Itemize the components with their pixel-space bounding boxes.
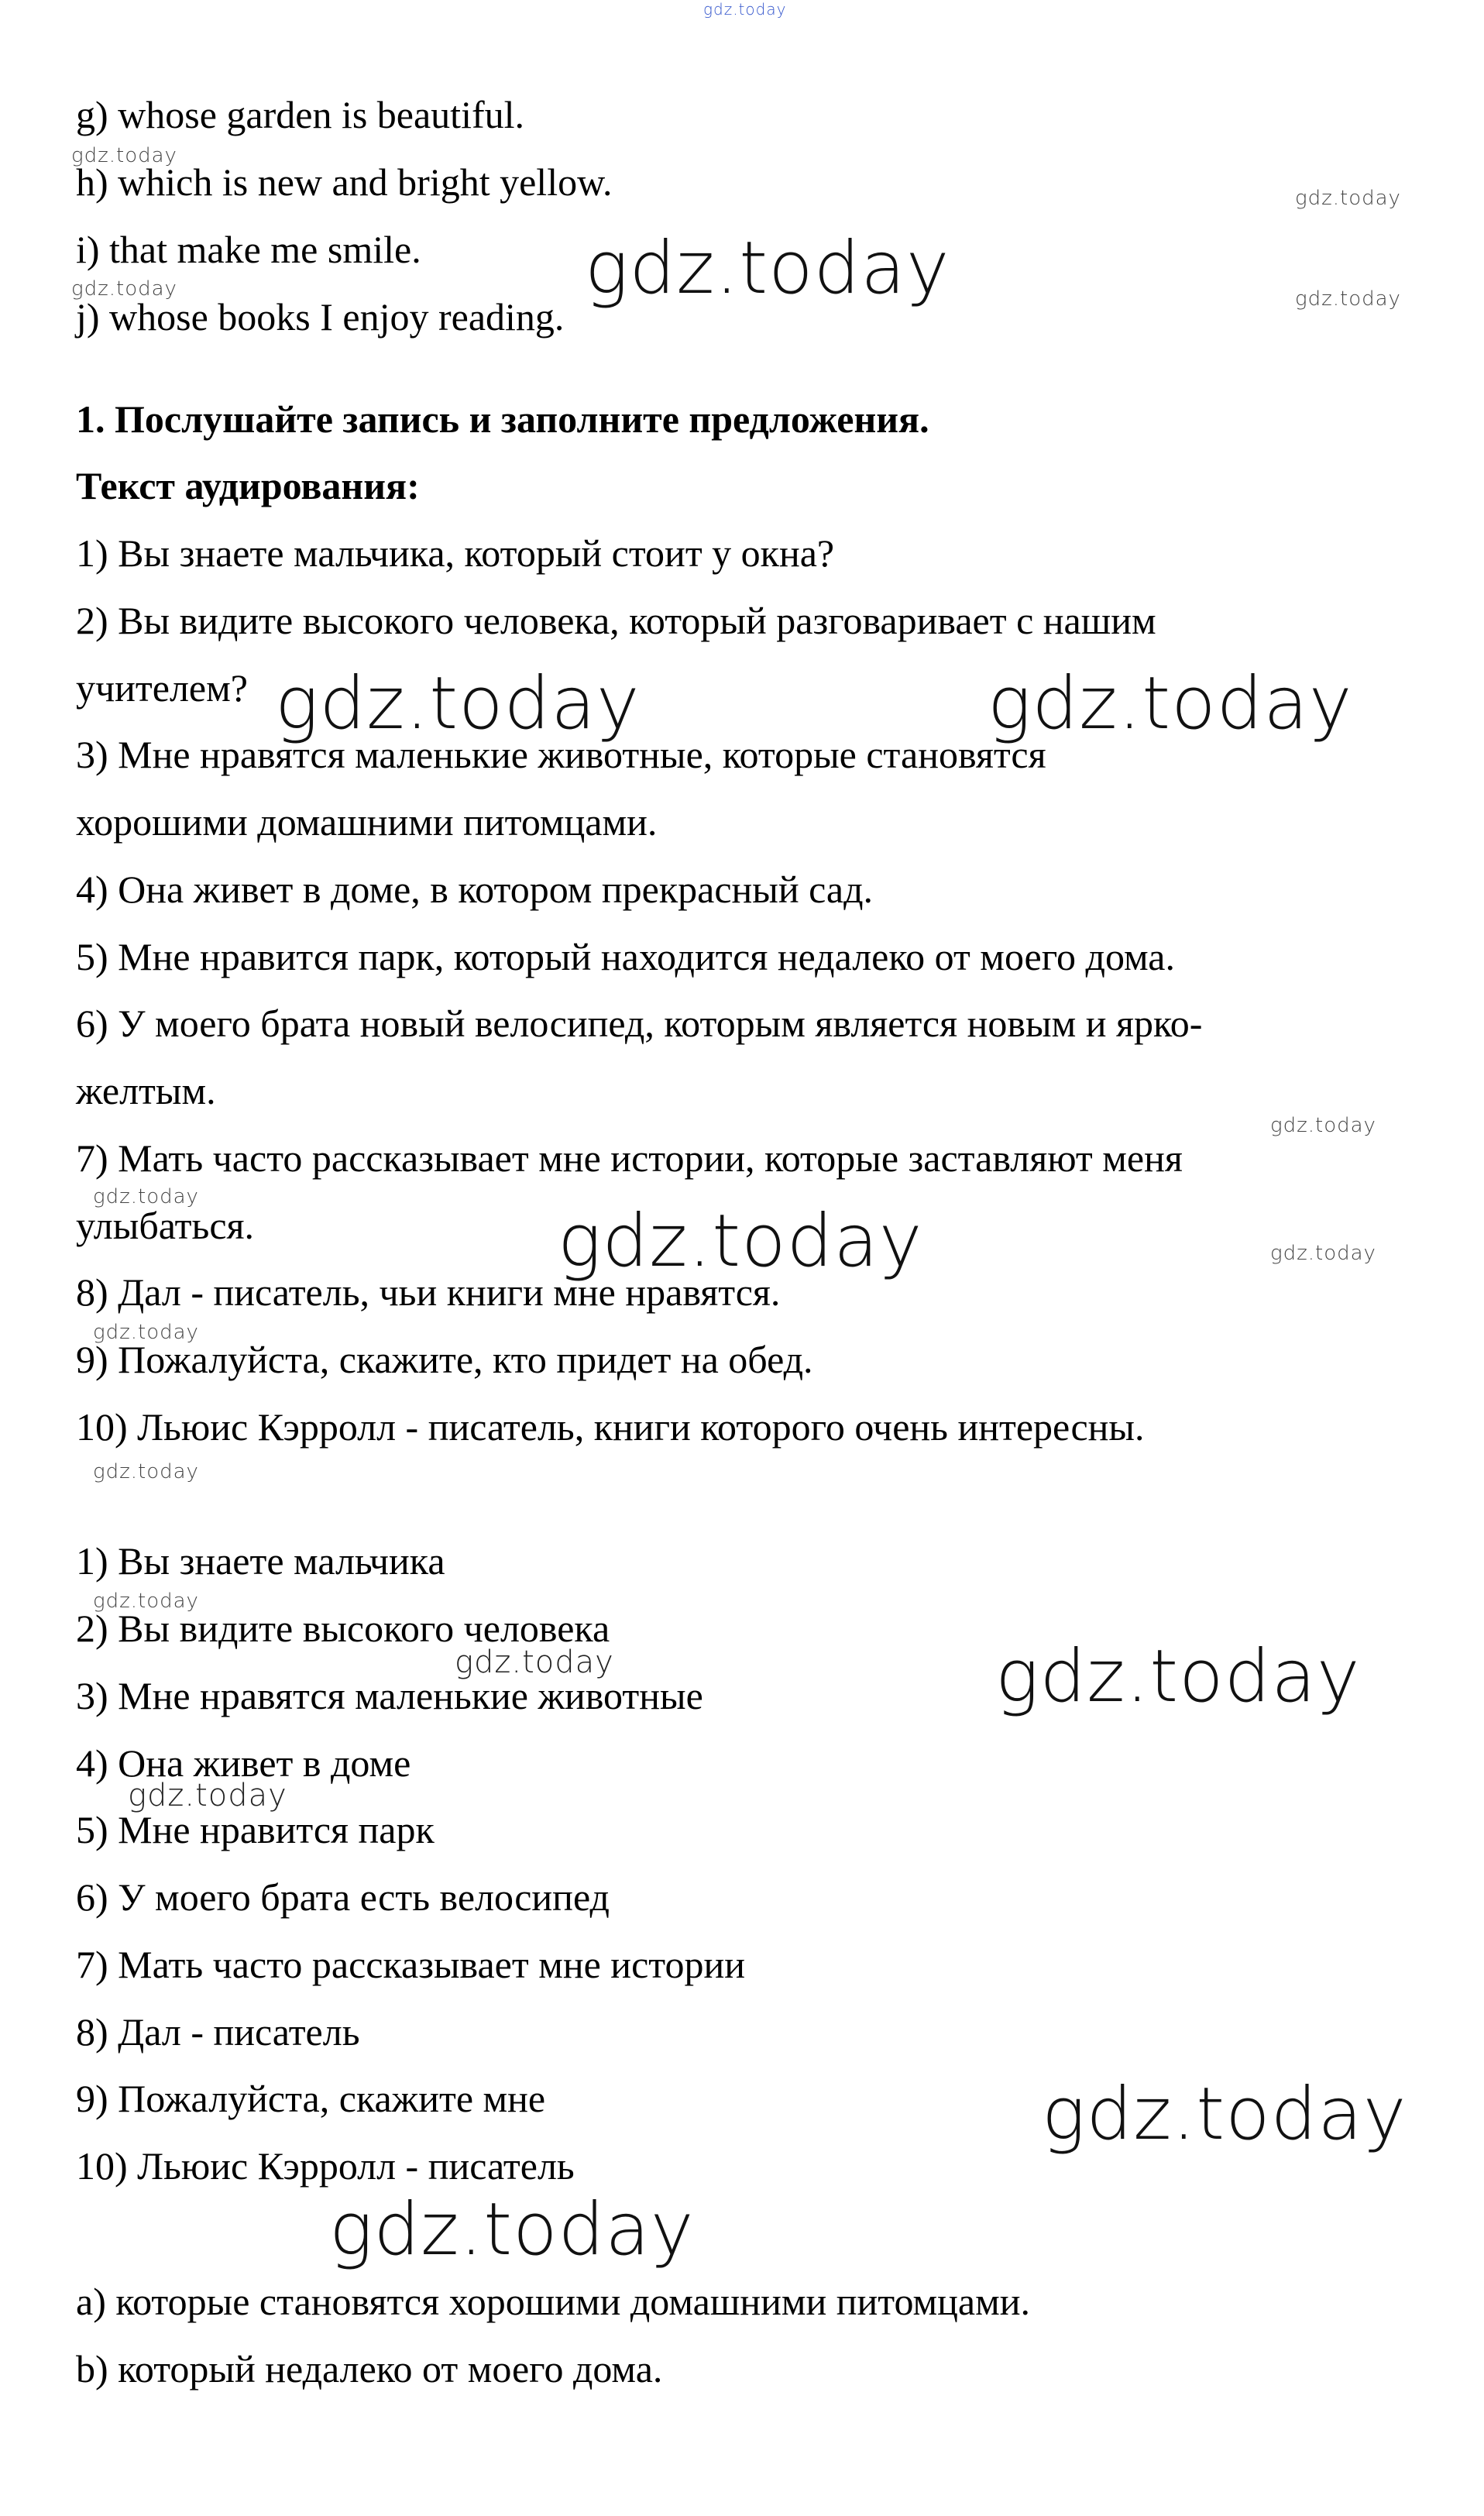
watermark: gdz.today bbox=[995, 1634, 1361, 1719]
watermark: gdz.today bbox=[71, 144, 177, 167]
sentence-start: 5) Мне нравится парк bbox=[76, 1808, 435, 1851]
watermark: gdz.today bbox=[1295, 287, 1401, 311]
transcript-line: 8) Дал - писатель, чьи книги мне нравятся. bbox=[76, 1270, 781, 1314]
transcript-line: 7) Мать часто рассказывает мне истории, которые заставляют меня bbox=[76, 1136, 1183, 1180]
task-title: 1. Послушайте запись и заполните предложения. bbox=[76, 397, 929, 441]
watermark: gdz.today bbox=[1042, 2072, 1407, 2157]
transcript-line: 5) Мне нравится парк, который находится недалеко от моего дома. bbox=[76, 935, 1175, 978]
sentence-start: 9) Пожалуйста, скажите мне bbox=[76, 2077, 546, 2120]
watermark: gdz.today bbox=[703, 0, 787, 19]
transcript-line: 1) Вы знаете мальчика, который стоит у окна? bbox=[76, 531, 835, 575]
sentence-start: 2) Вы видите высокого человека bbox=[76, 1607, 610, 1650]
watermark: gdz.today bbox=[93, 1185, 199, 1208]
sentence-start: 8) Дал - писатель bbox=[76, 2010, 360, 2054]
transcript-line: 3) Мне нравятся маленькие животные, которые становятся bbox=[76, 733, 1046, 776]
transcript-line: 2) Вы видите высокого человека, который разговаривает с нашим bbox=[76, 599, 1156, 642]
sentence-start: 6) У моего брата есть велосипед bbox=[76, 1875, 610, 1919]
watermark: gdz.today bbox=[275, 662, 641, 746]
ending-line: a) которые становятся хорошими домашними питомцами. bbox=[76, 2280, 1031, 2323]
sentence-start: 7) Мать часто рассказывает мне истории bbox=[76, 1943, 745, 1986]
watermark: gdz.today bbox=[558, 1199, 923, 1284]
watermark: gdz.today bbox=[1295, 187, 1401, 210]
transcript-line: 4) Она живет в доме, в котором прекрасный сад. bbox=[76, 868, 874, 911]
watermark: gdz.today bbox=[455, 1645, 614, 1680]
transcript-line: улыбаться. bbox=[76, 1204, 255, 1247]
transcript-line: хорошими домашними питомцами. bbox=[76, 800, 658, 844]
watermark: gdz.today bbox=[585, 226, 950, 311]
transcript-line: учителем? bbox=[76, 666, 248, 710]
transcript-line: 6) У моего брата новый велосипед, которым является новым и ярко- bbox=[76, 1002, 1203, 1045]
transcript-line: 10) Льюис Кэрролл - писатель, книги которого очень интересны. bbox=[76, 1405, 1145, 1449]
watermark: gdz.today bbox=[93, 1321, 199, 1344]
sentence-start: 1) Вы знаете мальчика bbox=[76, 1539, 445, 1583]
watermark: gdz.today bbox=[128, 1778, 287, 1813]
watermark: gdz.today bbox=[1270, 1114, 1376, 1137]
watermark: gdz.today bbox=[329, 2188, 695, 2272]
answer-line: j) whose books I enjoy reading. bbox=[76, 295, 565, 339]
watermark: gdz.today bbox=[93, 1590, 199, 1613]
transcript-line: 9) Пожалуйста, скажите, кто придет на обед. bbox=[76, 1338, 813, 1381]
sentence-start: 3) Мне нравятся маленькие животные bbox=[76, 1674, 703, 1717]
transcript-line: желтым. bbox=[76, 1069, 216, 1112]
task-subtitle: Текст аудирования: bbox=[76, 464, 420, 507]
watermark: gdz.today bbox=[93, 1460, 199, 1483]
sentence-start: 4) Она живет в доме bbox=[76, 1741, 411, 1785]
sentence-start: 10) Льюис Кэрролл - писатель bbox=[76, 2144, 575, 2188]
answer-line: i) that make me smile. bbox=[76, 228, 421, 271]
ending-line: b) который недалеко от моего дома. bbox=[76, 2347, 663, 2391]
watermark: gdz.today bbox=[71, 277, 177, 301]
watermark: gdz.today bbox=[1270, 1242, 1376, 1265]
answer-line: g) whose garden is beautiful. bbox=[76, 93, 525, 136]
answer-line: h) which is new and bright yellow. bbox=[76, 160, 613, 204]
watermark: gdz.today bbox=[988, 662, 1353, 746]
